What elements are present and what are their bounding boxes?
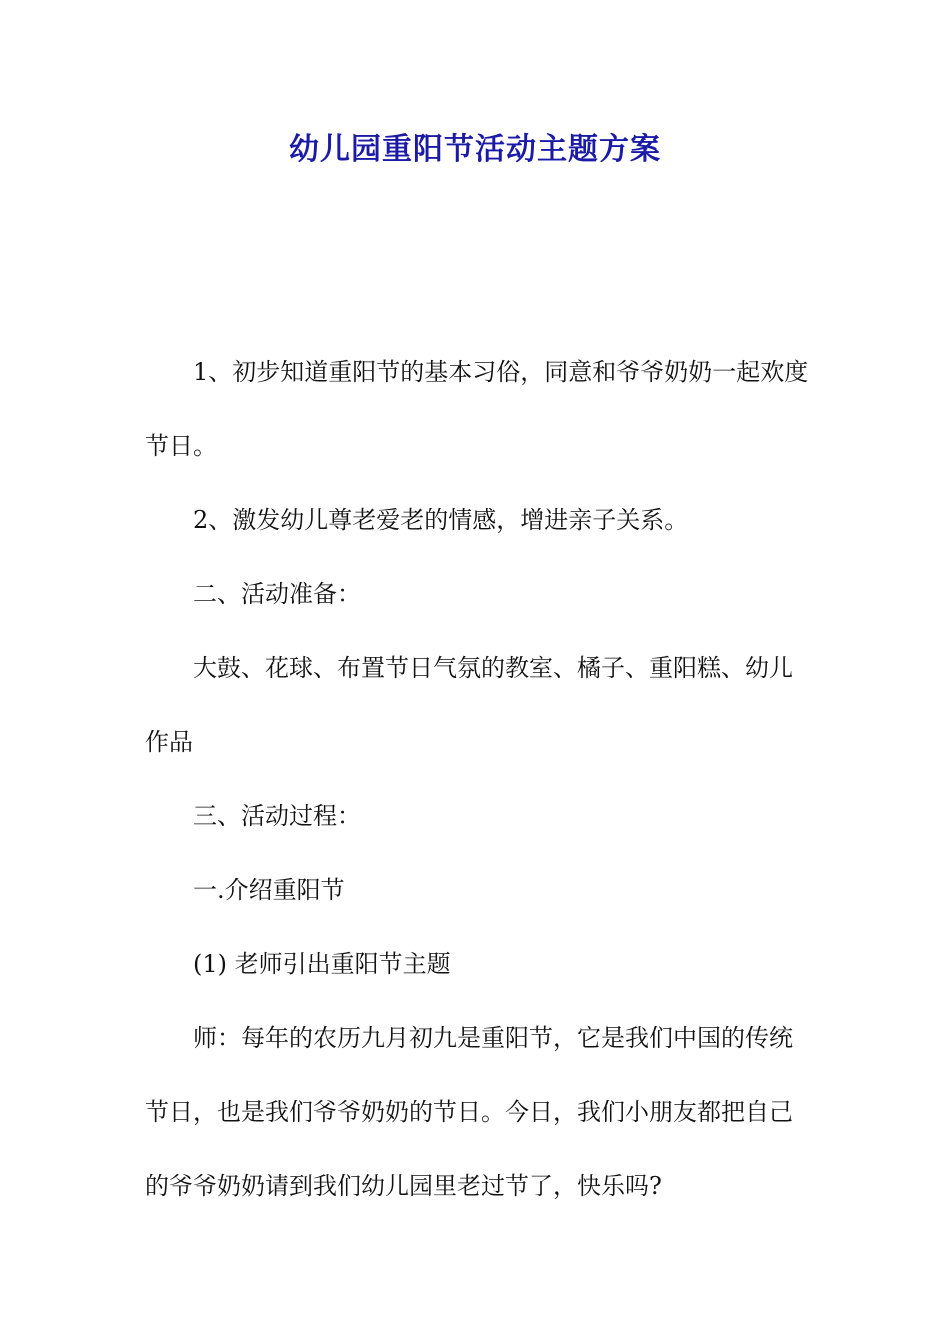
section-heading-preparation: 二、活动准备： [193,580,361,608]
step-teacher-intro: (1) 老师引出重阳节主题 [193,950,451,978]
document-title: 幼儿园重阳节活动主题方案 [289,132,661,167]
paragraph-objective-2: 2、激发幼儿尊老爱老的情感，增进亲子关系。 [193,506,689,534]
paragraph-materials: 大鼓、花球、布置节日气氛的教室、橘子、重阳糕、幼儿作品 [145,654,793,756]
subheading-introduce-festival: 一.介绍重阳节 [193,876,345,904]
document-body [145,335,810,1223]
paragraph-teacher-speech: 师：每年的农历九月初九是重阳节，它是我们中国的传统节日，也是我们爷爷奶奶的节日。今日，我们小朋友都把自己的爷爷奶奶请到我们幼儿园里老过节了，快乐吗? [145,1024,793,1200]
paragraph-objective-1: 1、初步知道重阳节的基本习俗，同意和爷爷奶奶一起欢度节日。 [145,358,809,460]
section-heading-process: 三、活动过程： [193,802,361,830]
